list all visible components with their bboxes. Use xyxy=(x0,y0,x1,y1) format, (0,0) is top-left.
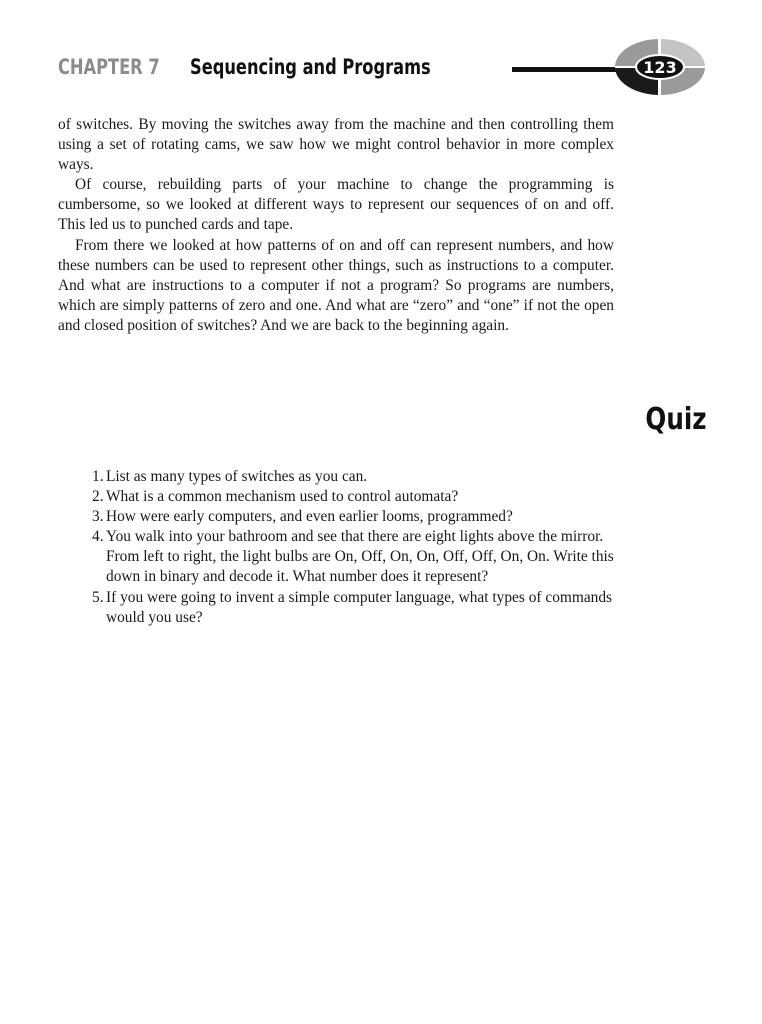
quiz-item xyxy=(58,487,614,507)
paragraph: From there we looked at how patterns of on and off can represent numbers, and how these numbers can be used to represent other things, such as instructions to a computer. And what are instructions to a computer if not a program? So programs are numbers, which are simply patterns of zero and one. And what are “zero” and “one” if not the open and closed position of switches? And we are back to the beginning again. xyxy=(58,236,614,334)
quiz-item-text: List as many types of switches as you can. xyxy=(106,468,368,485)
chapter-label: CHAPTER 7 xyxy=(58,55,160,79)
paragraph: of switches. By moving the switches away from the machine and then controlling them using a set of rotating cams, we saw how we might control behavior in more complex ways. xyxy=(58,116,614,174)
quiz-item xyxy=(58,527,614,587)
quiz-item-number: 3. xyxy=(92,508,104,526)
quiz-item-text: You walk into your bathroom and see that there are eight lights above the mirror. From left to right, the light bulbs are On, Off, On, On, Off, Off, On, On. Write this down in binary and decode it. What number does it represent? xyxy=(106,528,614,586)
quiz-item xyxy=(58,588,614,628)
chapter-title: Sequencing and Programs xyxy=(190,55,431,79)
paragraph: Of course, rebuilding parts of your machine to change the programming is cumbersome, so we looked at different ways to represent our sequences of on and off. This led us to punched cards and tape. xyxy=(58,176,614,234)
quiz-item-number: 1. xyxy=(92,468,104,485)
quiz-item-text: If you were going to invent a simple computer language, what types of commands would you use? xyxy=(106,588,613,626)
section-heading-quiz: Quiz xyxy=(645,402,707,437)
quiz-item-number: 2. xyxy=(92,488,104,506)
quiz-item xyxy=(58,507,614,527)
body-text xyxy=(58,115,614,336)
quiz-list xyxy=(58,467,614,628)
quiz-item-number: 4. xyxy=(92,528,104,546)
quiz-item-text: What is a common mechanism used to control automata? xyxy=(106,488,459,506)
quiz-item-text: How were early computers, and even earlier looms, programmed? xyxy=(106,508,513,526)
quiz-item-number: 5. xyxy=(92,588,104,606)
running-header xyxy=(58,50,431,84)
quiz-item xyxy=(58,467,614,487)
page-number: 123 xyxy=(643,58,677,77)
